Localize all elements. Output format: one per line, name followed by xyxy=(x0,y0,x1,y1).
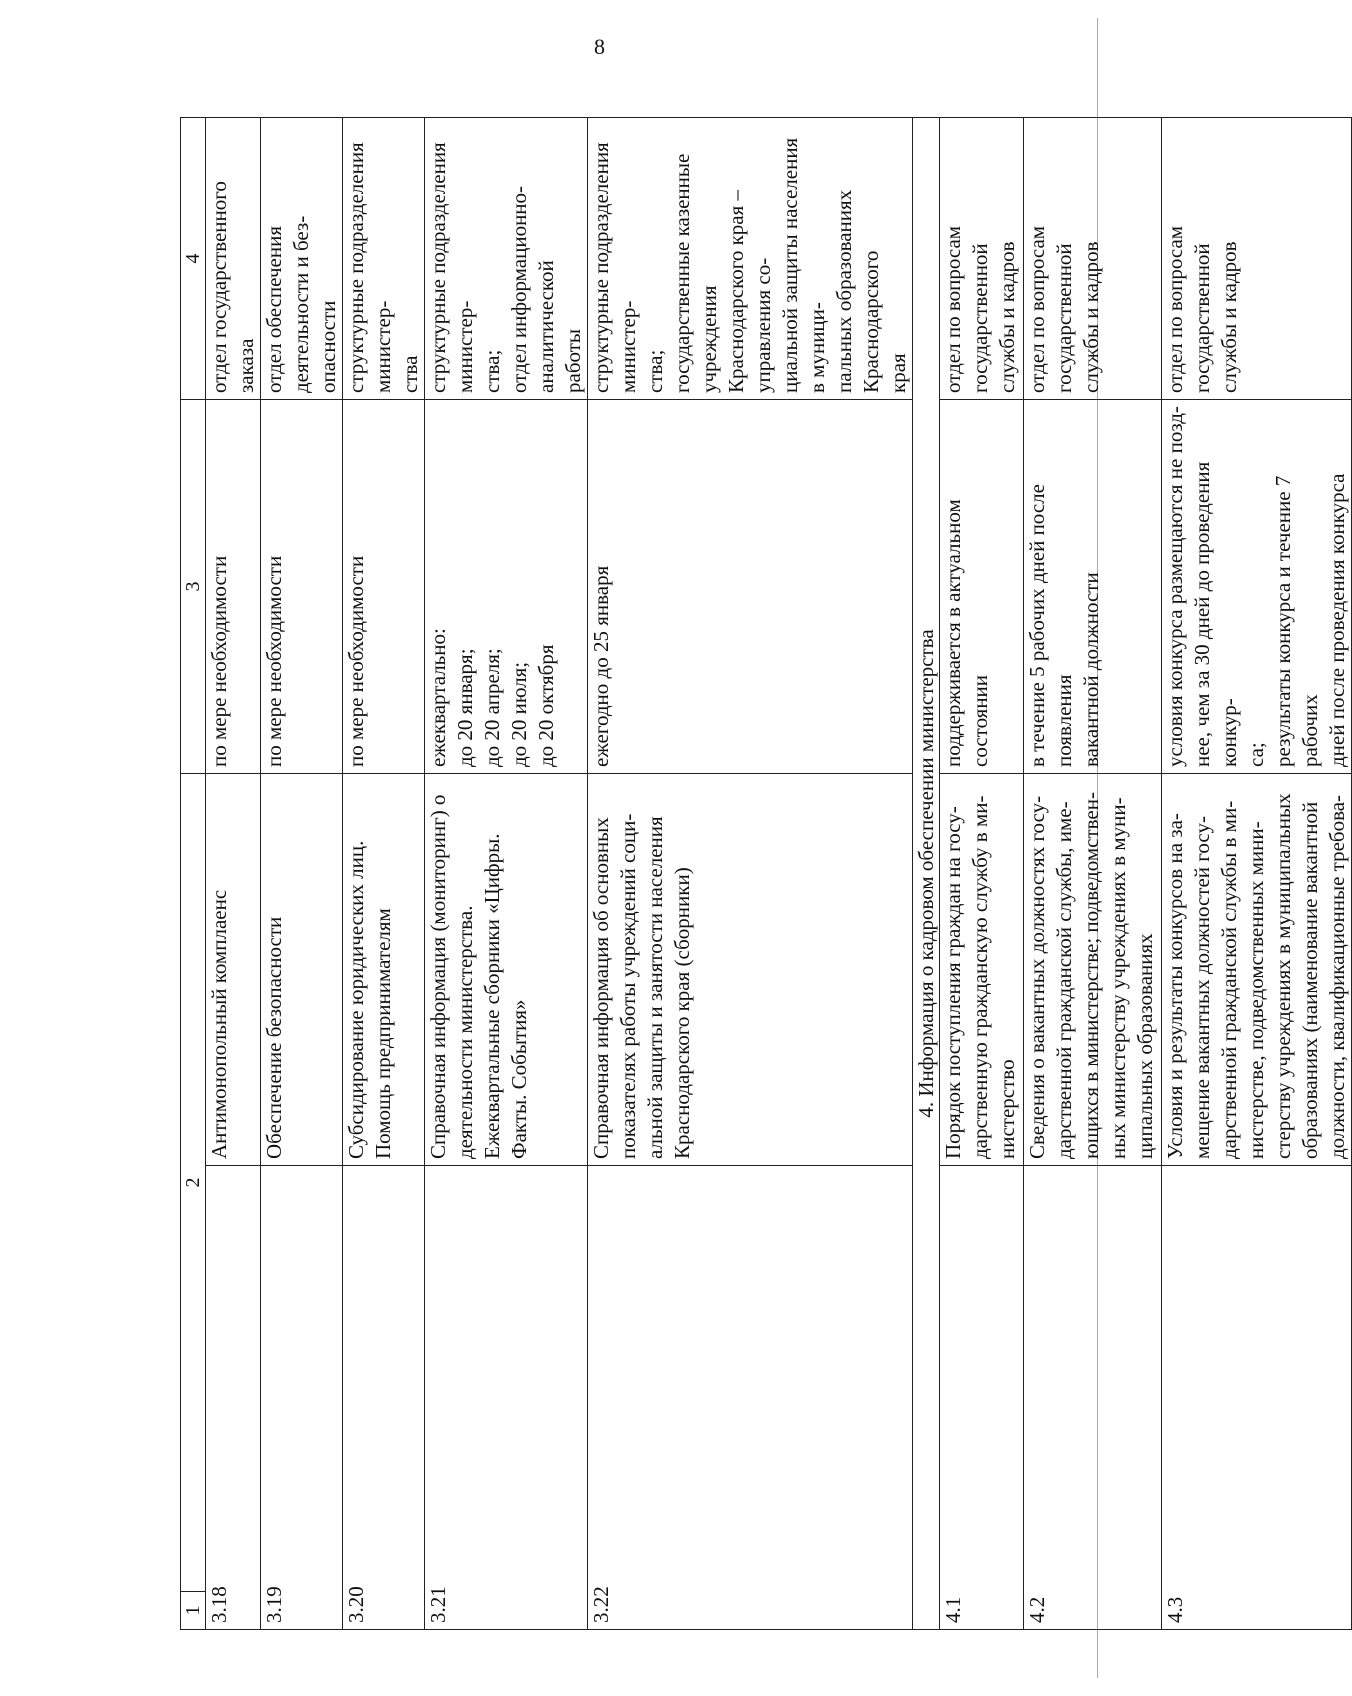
deadline-cell xyxy=(261,400,343,774)
cell-line: циальной защиты населения в муници- xyxy=(778,137,829,393)
cell-line: Субсидирование юридических лиц. xyxy=(344,840,368,1159)
header-cell-2: 2 xyxy=(181,774,206,1592)
deadline-cell xyxy=(1162,400,1352,774)
content-cell xyxy=(261,774,343,1166)
cell-line: Обеспечение безопасности xyxy=(262,916,286,1159)
cell-line: Ежеквартальные сборники «Цифры. xyxy=(480,833,504,1159)
cell-line: в течение 5 рабочих дней после появления xyxy=(1025,484,1076,767)
rotated-table-wrapper xyxy=(180,118,1349,1630)
content-cell xyxy=(425,774,588,1166)
cell-line: отдел государственного заказа xyxy=(207,181,258,393)
content-cell xyxy=(343,774,425,1166)
content-cell xyxy=(940,774,1024,1166)
row-number-cell: 4.3 xyxy=(1162,1166,1352,1630)
row-number-cell: 3.19 xyxy=(261,1166,343,1630)
cell-line: ных министерству учреждениях в муни- xyxy=(1106,797,1130,1159)
cell-line: отдел по вопросам государственной xyxy=(1025,225,1076,393)
cell-line: пальных образованиях Краснодарского xyxy=(832,189,883,393)
cell-line: ципальных образованиях xyxy=(1133,933,1157,1159)
cell-line: дней после проведения конкурса xyxy=(1325,473,1349,767)
cell-line: условия конкурса размещаются не позд- xyxy=(1163,406,1187,767)
cell-line: Факты. События» xyxy=(507,999,531,1159)
cell-line: ежегодно до 25 января xyxy=(589,565,613,767)
cell-line: края xyxy=(886,353,910,393)
header-row xyxy=(181,118,206,1630)
cell-line: нее, чем за 30 дней до проведения конкур- xyxy=(1190,461,1241,767)
cell-line: альной защиты и занятости населения xyxy=(643,816,667,1159)
table-row xyxy=(1024,118,1162,1630)
row-number-cell: 4.2 xyxy=(1024,1166,1162,1630)
deadline-cell xyxy=(425,400,588,774)
responsibility-table xyxy=(180,117,1352,1630)
cell-line: Антимонопольный комплаенс xyxy=(207,889,231,1159)
header-cell-3: 3 xyxy=(181,400,206,774)
cell-line: до 20 октября xyxy=(534,644,558,767)
cell-line: дарственную гражданскую службу в ми- xyxy=(968,795,992,1159)
cell-line: до 20 апреля; xyxy=(480,648,504,767)
responsible-cell xyxy=(588,118,913,400)
content-cell xyxy=(1162,774,1352,1166)
cell-line: Справочная информация об основных xyxy=(589,817,613,1159)
header-cell-1: 1 xyxy=(181,1592,206,1630)
row-number-cell: 3.21 xyxy=(425,1166,588,1630)
cell-line: стерству учреждениях в муниципальных xyxy=(1271,793,1295,1159)
cell-line: нистерстве, подведомственных мини- xyxy=(1244,821,1268,1159)
table-row xyxy=(588,118,913,1630)
table-row xyxy=(425,118,588,1630)
cell-line: Порядок поступления граждан на госу- xyxy=(941,806,965,1159)
cell-line: са; xyxy=(1244,742,1268,767)
cell-line: результаты конкурса и течение 7 рабочих xyxy=(1271,475,1322,767)
cell-line: Краснодарского края – управления со- xyxy=(724,189,775,393)
responsible-cell xyxy=(261,118,343,400)
table-row xyxy=(261,118,343,1630)
cell-line: работы xyxy=(561,328,585,393)
cell-line: отдел по вопросам государственной xyxy=(1163,225,1214,393)
cell-line: мещение вакантных должностей госу- xyxy=(1190,816,1214,1159)
cell-line: Краснодарского края (сборники) xyxy=(670,867,694,1159)
responsible-cell xyxy=(206,118,261,400)
cell-line: отдел информационно-аналитической xyxy=(507,185,558,393)
cell-line: должности, квалификационные требова- xyxy=(1325,794,1349,1159)
cell-line: дарственной гражданской службы, име- xyxy=(1052,801,1076,1159)
content-cell xyxy=(206,774,261,1166)
cell-line: образованиях (наименование вакантной xyxy=(1298,801,1322,1159)
cell-line: по мере необходимости xyxy=(207,555,231,767)
cell-line: отдел обеспечения деятельности и без- xyxy=(262,215,313,393)
cell-line: ющихся в министерстве; подведомствен- xyxy=(1079,792,1103,1159)
cell-line: службы и кадров xyxy=(1217,241,1241,393)
responsible-cell xyxy=(1162,118,1352,400)
responsible-cell xyxy=(1024,118,1162,400)
cell-line: ства xyxy=(398,355,422,393)
header-cell-4: 4 xyxy=(181,118,206,400)
cell-line: службы и кадров xyxy=(1079,241,1103,393)
cell-line: до 20 января; xyxy=(453,648,477,767)
deadline-cell xyxy=(343,400,425,774)
deadline-cell xyxy=(588,400,913,774)
cell-line: нистерство xyxy=(995,1059,1019,1159)
row-number-cell: 3.20 xyxy=(343,1166,425,1630)
cell-line: государственные казенные учреждения xyxy=(670,153,721,393)
cell-line: поддерживается в актуальном состоянии xyxy=(941,499,992,767)
cell-line: структурные подразделения министер- xyxy=(426,142,477,393)
deadline-cell xyxy=(1024,400,1162,774)
cell-line: Сведения о вакантных должностях госу- xyxy=(1025,795,1049,1159)
cell-line: дарственной гражданской службы в ми- xyxy=(1217,800,1241,1159)
cell-line: структурные подразделения министер- xyxy=(589,142,640,393)
cell-line: ства; xyxy=(643,349,667,393)
responsible-cell xyxy=(940,118,1024,400)
cell-line: деятельности министерства. xyxy=(453,905,477,1159)
row-number-cell: 4.1 xyxy=(940,1166,1024,1630)
content-cell xyxy=(588,774,913,1166)
row-number-cell: 3.22 xyxy=(588,1166,913,1630)
responsible-cell xyxy=(343,118,425,400)
table-row xyxy=(343,118,425,1630)
table-row xyxy=(206,118,261,1630)
table-row xyxy=(1162,118,1352,1630)
cell-line: структурные подразделения министер- xyxy=(344,142,395,393)
cell-line: отдел по вопросам государственной xyxy=(941,225,992,393)
cell-line: вакантной должности xyxy=(1079,572,1103,767)
cell-line: Условия и результаты конкурсов на за- xyxy=(1163,813,1187,1159)
cell-line: показателях работы учреждений соци- xyxy=(616,813,640,1159)
cell-line: по мере необходимости xyxy=(344,555,368,767)
cell-line: Помощь предпринимателям xyxy=(371,908,395,1159)
cell-line: до 20 июля; xyxy=(507,661,531,767)
deadline-cell xyxy=(940,400,1024,774)
responsible-cell xyxy=(425,118,588,400)
section-heading-row xyxy=(913,118,940,1630)
table-body xyxy=(181,118,1352,1630)
cell-line: Справочная информация (мониторинг) о xyxy=(426,794,450,1159)
page-number: 8 xyxy=(594,34,605,59)
section-4-title: 4. Информация о кадровом обеспечении министерства xyxy=(913,118,940,1630)
cell-line: опасности xyxy=(316,300,340,393)
cell-line: ства; xyxy=(480,349,504,393)
cell-line: службы и кадров xyxy=(995,241,1019,393)
table-row xyxy=(940,118,1024,1630)
row-number-cell: 3.18 xyxy=(206,1166,261,1630)
content-cell xyxy=(1024,774,1162,1166)
cell-line: по мере необходимости xyxy=(262,555,286,767)
deadline-cell xyxy=(206,400,261,774)
cell-line: ежеквартально: xyxy=(426,628,450,767)
